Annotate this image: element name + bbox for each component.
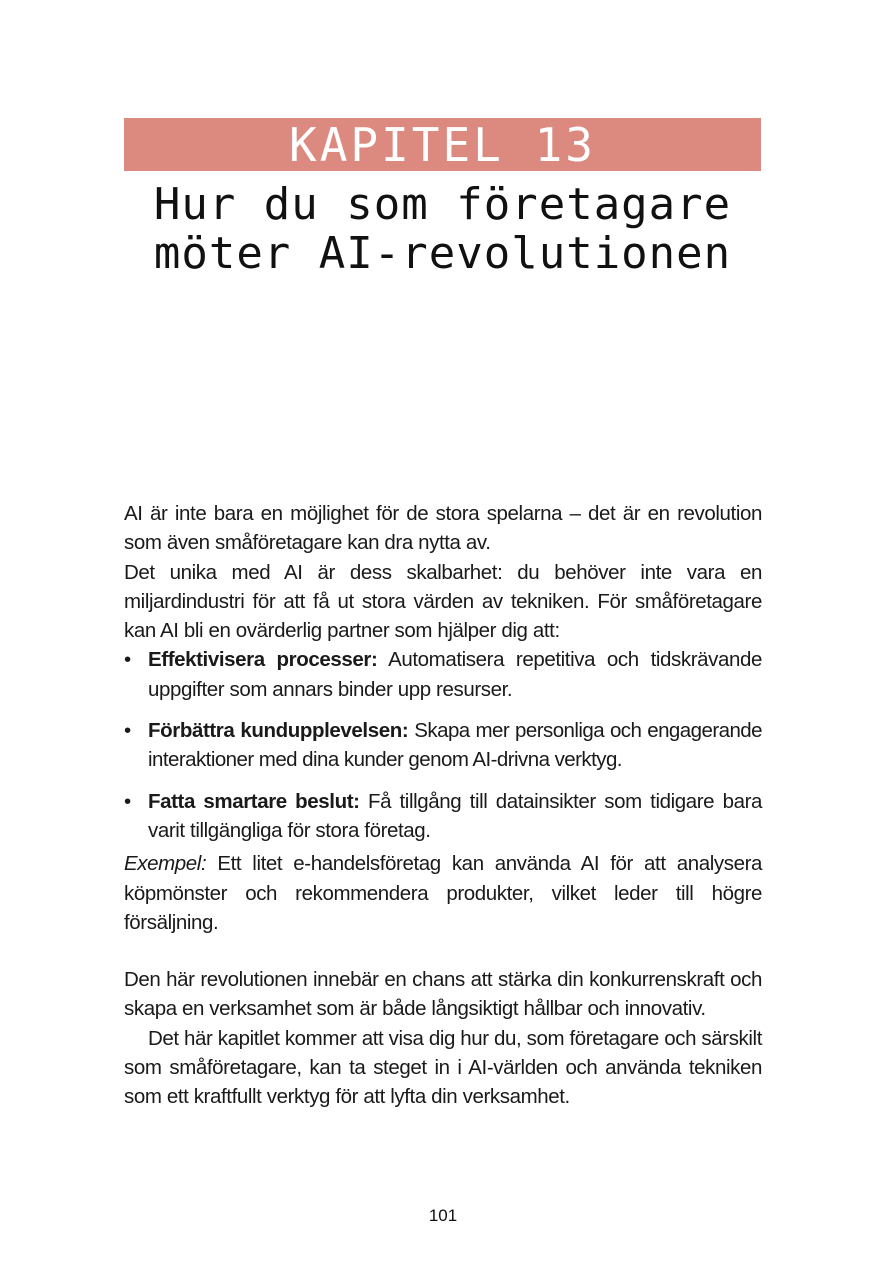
paragraph-intro: AI är inte bara en möjlighet för de stora spelarna – det är en revolution som även småföretagare kan dra nytta av.	[124, 502, 762, 555]
list-item	[124, 716, 762, 775]
chapter-title-line-2: möter AI-revolutionen	[153, 228, 732, 279]
bullet-text: Skapa mer personliga och engagerande interaktioner med dina kunder genom AI-drivna verktyg.	[148, 719, 763, 772]
chapter-title-line-1: Hur du som företagare	[153, 179, 732, 230]
body-text	[124, 499, 762, 1112]
paragraph-example	[124, 849, 762, 937]
chapter-band	[124, 118, 761, 171]
bullet-dot: •	[124, 719, 131, 743]
paragraph-chapter-intro: Det här kapitlet kommer att visa dig hur du, som företagare och särskilt som småföretagare, kan ta steget in i AI-världen och använda tekniken som ett kraftfullt verktyg för att lyfta din verksamhet.	[124, 1026, 762, 1109]
bullet-term: Effektivisera processer:	[148, 648, 378, 672]
example-label: Exempel:	[124, 852, 207, 876]
page-number: 101	[428, 1206, 458, 1225]
list-item	[124, 787, 762, 846]
paragraph-revolution: Den här revolutionen innebär en chans att stärka din konkurrenskraft och skapa en verksamhet som är både långsiktigt hållbar och innovativ.	[124, 968, 762, 1021]
bullet-dot: •	[124, 648, 131, 672]
bullet-dot: •	[124, 789, 131, 813]
chapter-title	[124, 180, 761, 278]
bullet-text: Automatisera repetitiva och tidskrävande uppgifter som annars binder upp resurser.	[148, 648, 763, 701]
paragraph-gap	[124, 937, 762, 965]
list-item	[124, 645, 762, 704]
bullet-text: Få tillgång till datainsikter som tidigare bara varit tillgängliga för stora företag.	[148, 789, 763, 842]
chapter-label: KAPITEL 13	[289, 117, 596, 172]
bullet-term: Förbättra kundupplevelsen:	[148, 719, 409, 743]
example-text: Ett litet e-handelsföretag kan använda AI för att analysera köpmönster och rekommendera produkter, vilket leder till högre försäljning.	[124, 852, 763, 934]
bullet-term: Fatta smartare beslut:	[148, 789, 360, 813]
bullet-list	[124, 645, 762, 845]
paragraph-scalability: Det unika med AI är dess skalbarhet: du behöver inte vara en miljardindustri för att få ut stora värden av tekniken. För småföretagare kan AI bli en ovärderlig partner som hjälper dig att:	[124, 560, 762, 643]
